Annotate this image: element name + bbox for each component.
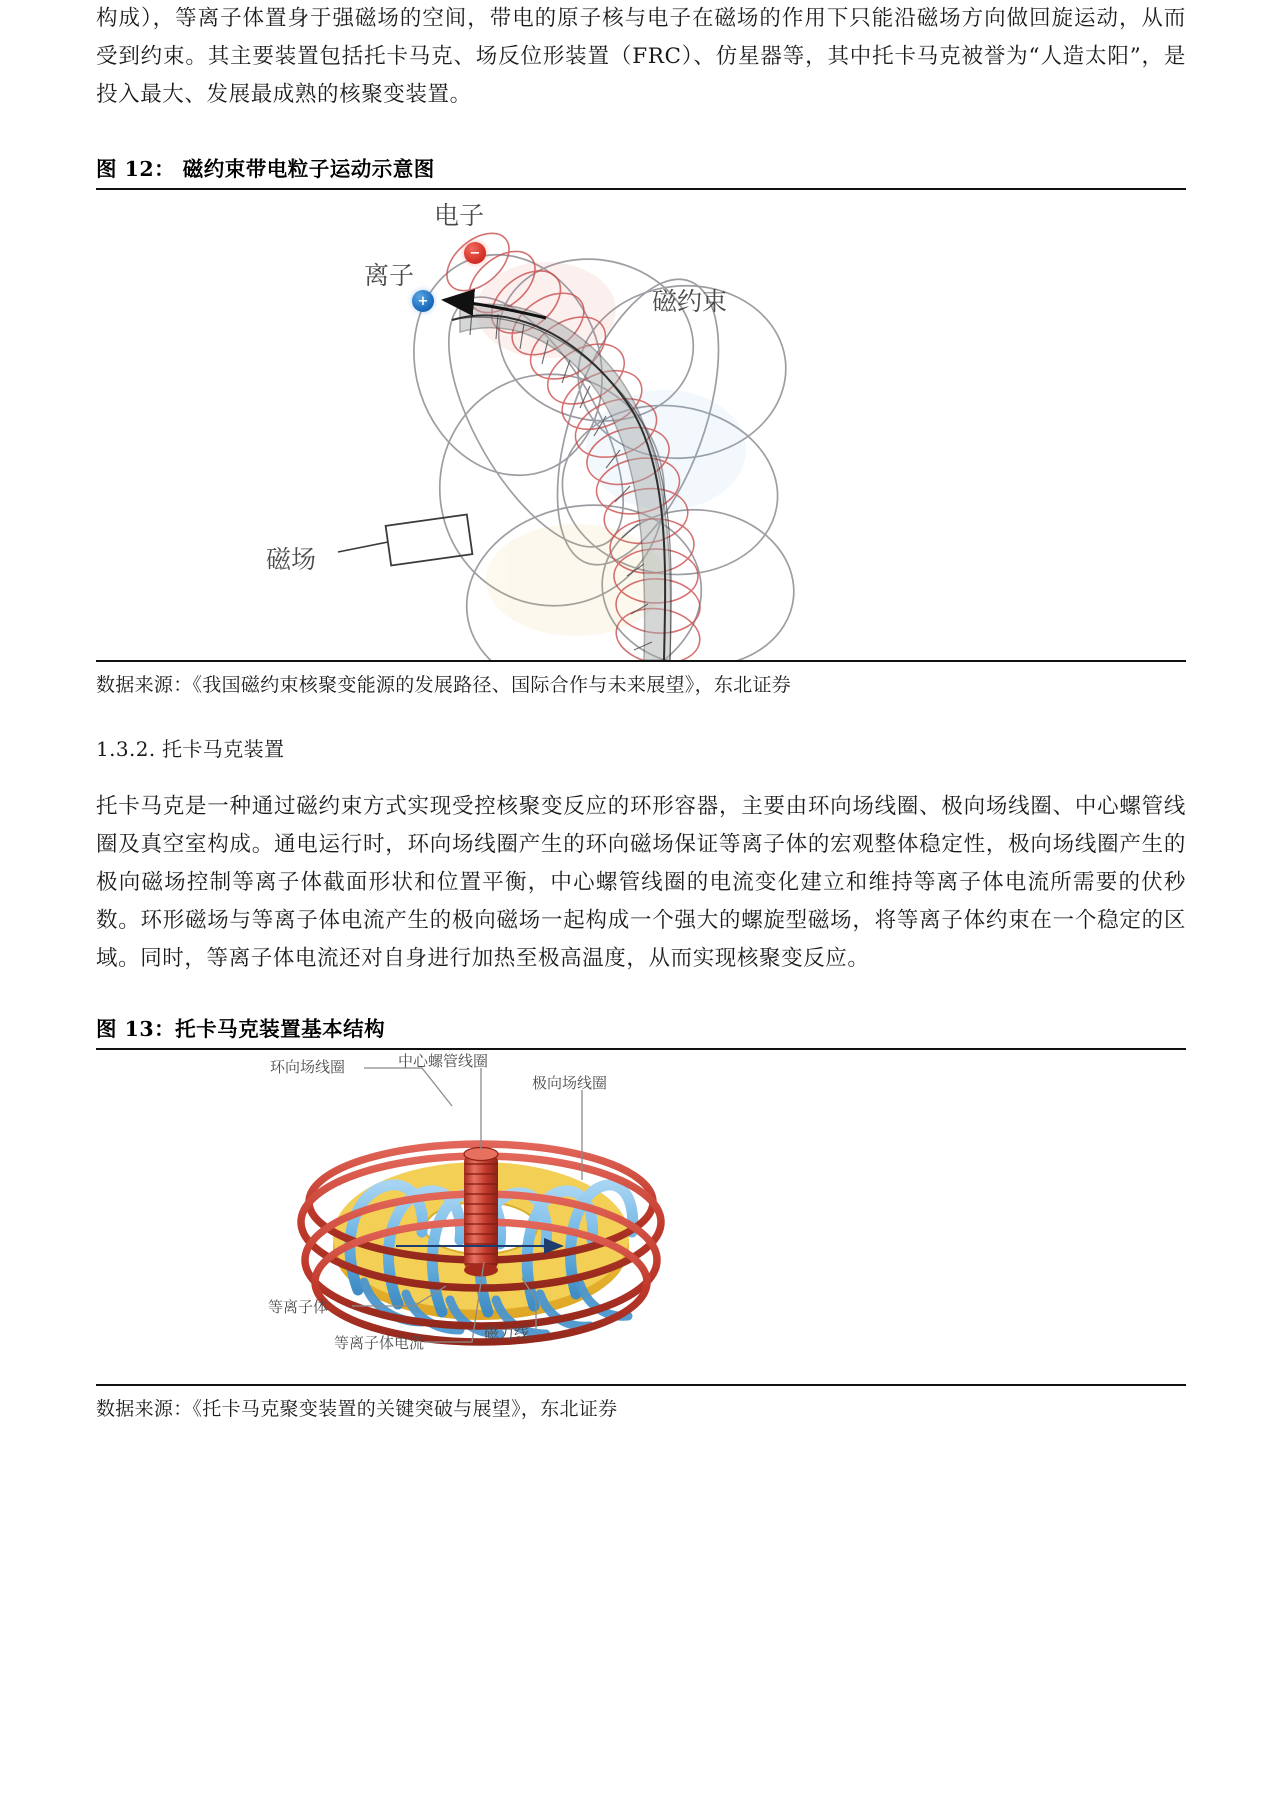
section-title: 托卡马克装置 — [162, 737, 285, 761]
section-number: 1.3.2. — [96, 737, 156, 761]
label-poloidal-field-coil: 极向场线圈 — [532, 1074, 608, 1092]
figure-12-source: 数据来源：《我国磁约束核聚变能源的发展路径、国际合作与未来展望》，东北证券 — [96, 660, 1186, 697]
figure-12-illustration — [246, 190, 966, 660]
label-plasma: 等离子体 — [268, 1298, 329, 1316]
electron-charge-glyph: − — [469, 245, 481, 261]
ion-charge-glyph: + — [417, 293, 429, 309]
figure-12 — [96, 190, 1186, 660]
label-toroidal-field-coil: 环向场线圈 — [270, 1058, 346, 1076]
label-magnetic-field: 磁场 — [266, 545, 317, 574]
magnetic-confinement-diagram-svg — [246, 190, 966, 660]
figure-13 — [96, 1050, 1186, 1380]
ion-particle — [412, 290, 434, 312]
label-magnetic-field-line: 磁力线 — [484, 1324, 530, 1342]
label-ion: 离子 — [364, 261, 415, 290]
electron-particle — [464, 242, 486, 264]
figure-12-caption: 图 12： 磁约束带电粒子运动示意图 — [96, 152, 1186, 190]
page-content — [96, 0, 1186, 1421]
label-central-solenoid: 中心螺管线圈 — [398, 1052, 489, 1070]
paragraph-tokamak: 托卡马克是一种通过磁约束方式实现受控核聚变反应的环形容器，主要由环向场线圈、极向场线圈、中心螺管线圈及真空室构成。通电运行时，环向场线圈产生的环向磁场保证等离子体的宏观整体稳定性，极向场线圈产生的极向磁场控制等离子体截面形状和位置平衡，中心螺管线圈的电流变化建立和维持等离子体电流所需要的伏秒数。环形磁场与等离子体电流产生的极向磁场一起构成一个强大的螺旋型磁场，将等离子体约束在一个稳定的区域。同时，等离子体电流还对自身进行加热至极高温度，从而实现核聚变反应。 — [96, 794, 1186, 971]
section-heading — [96, 733, 1186, 762]
paragraph-plasma-confinement: 构成），等离子体置身于强磁场的空间，带电的原子核与电子在磁场的作用下只能沿磁场方向做回旋运动，从而受到约束。其主要装置包括托卡马克、场反位形装置（FRC）、仿星器等，其中托卡马克被誉为“人造太阳”，是投入最大、发展最成熟的核聚变装置。 — [96, 6, 1186, 107]
tokamak-structure-diagram-svg — [246, 1050, 716, 1380]
label-electron: 电子 — [434, 201, 485, 230]
label-plasma-current: 等离子体电流 — [334, 1334, 425, 1352]
figure-13-illustration — [246, 1050, 716, 1380]
label-magnetic-confinement: 磁约束 — [652, 287, 728, 316]
figure-13-caption: 图 13：托卡马克装置基本结构 — [96, 1012, 1186, 1050]
figure-13-source: 数据来源：《托卡马克聚变装置的关键突破与展望》，东北证券 — [96, 1384, 1186, 1421]
